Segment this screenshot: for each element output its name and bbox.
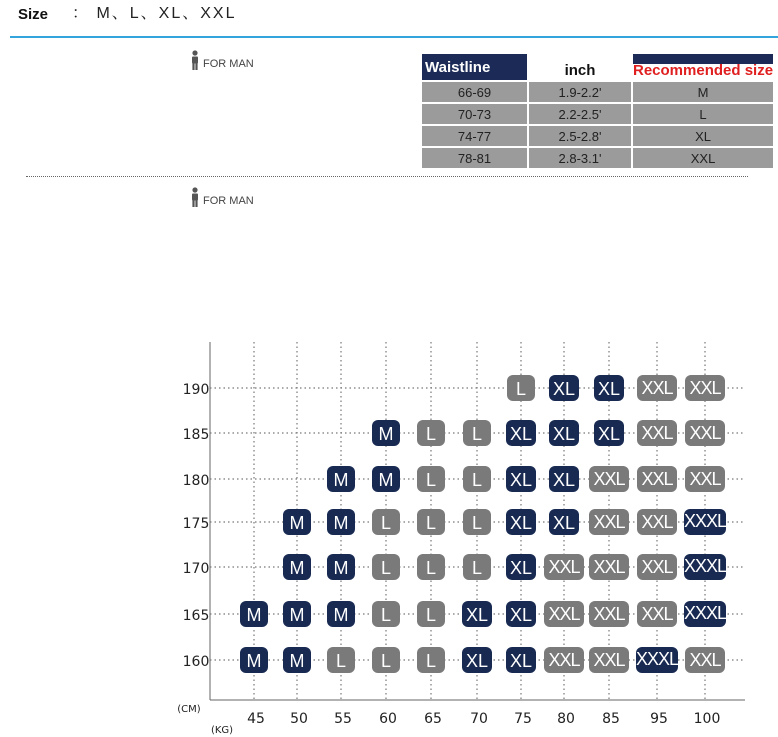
size-chip-label: XL xyxy=(509,469,533,490)
for-man-label: FOR MAN xyxy=(203,195,254,207)
inch-cell: 2.5-2.8' xyxy=(529,126,631,146)
size-chip-label: M xyxy=(246,650,262,671)
inch-cell: 2.8-3.1' xyxy=(529,148,631,168)
size-chip-label: XXXL xyxy=(635,649,679,670)
size-chip-label: XXL xyxy=(641,378,673,399)
size-chip-label: XXXL xyxy=(683,556,727,577)
size-chip-label: XL xyxy=(552,423,576,444)
size-chip-label: XXL xyxy=(641,557,673,578)
size-chip-label: XXL xyxy=(689,378,721,399)
size-chip-label: M xyxy=(333,512,349,533)
header-inch: inch xyxy=(529,54,631,80)
size-chip-label: L xyxy=(425,469,437,490)
x-tick-label: 55 xyxy=(334,711,352,727)
size-cell: XXL xyxy=(633,148,773,168)
y-tick-label: 190 xyxy=(182,382,210,398)
size-chip-label: M xyxy=(289,650,305,671)
size-chip-label: L xyxy=(380,557,392,578)
size-chip-label: XL xyxy=(597,423,621,444)
x-tick-label: 60 xyxy=(379,711,397,727)
size-chip-label: XXL xyxy=(593,650,625,671)
size-chip-label: XL xyxy=(552,469,576,490)
x-tick-label: 65 xyxy=(424,711,442,727)
size-chip-label: L xyxy=(471,512,483,533)
y-tick-label: 180 xyxy=(182,473,210,489)
x-tick-label: 80 xyxy=(557,711,575,727)
y-tick-label: 165 xyxy=(182,608,210,624)
size-chip-label: XXL xyxy=(641,423,673,444)
size-chip-label: L xyxy=(380,512,392,533)
size-chip-label: L xyxy=(471,557,483,578)
x-tick-label: 95 xyxy=(650,711,668,727)
size-chip-label: XXXL xyxy=(683,603,727,624)
size-chip-label: XXL xyxy=(593,512,625,533)
size-chip-label: M xyxy=(289,557,305,578)
size-label: Size xyxy=(18,6,49,23)
y-tick-label: 160 xyxy=(182,654,210,670)
size-chip-label: M xyxy=(333,604,349,625)
inch-cell: 1.9-2.2' xyxy=(529,82,631,102)
size-chip-label: XXL xyxy=(641,604,673,625)
size-chip-label: XL xyxy=(597,378,621,399)
size-chip-label: XXL xyxy=(689,469,721,490)
size-chip-label: M xyxy=(378,469,394,490)
size-chip-label: XL xyxy=(509,423,533,444)
size-chip-label: XL xyxy=(465,650,489,671)
y-unit-label: (CM) xyxy=(177,704,201,715)
y-tick-label: 185 xyxy=(182,427,210,443)
size-chip-label: L xyxy=(515,378,527,399)
size-chip-label: XXL xyxy=(593,557,625,578)
size-chip-label: M xyxy=(246,604,262,625)
inch-cell: 2.2-2.5' xyxy=(529,104,631,124)
size-chip-label: XXL xyxy=(689,423,721,444)
size-chip-label: M xyxy=(289,604,305,625)
waist-cell: 78-81 xyxy=(422,148,527,168)
size-chip-label: L xyxy=(425,423,437,444)
size-chip-label: L xyxy=(471,423,483,444)
size-chip-label: L xyxy=(380,604,392,625)
size-chip-label: L xyxy=(425,650,437,671)
x-tick-label: 85 xyxy=(602,711,620,727)
size-cell: XL xyxy=(633,126,773,146)
size-chip-label: XXL xyxy=(593,469,625,490)
size-cell: L xyxy=(633,104,773,124)
size-chip-label: XXL xyxy=(548,650,580,671)
waist-cell: 74-77 xyxy=(422,126,527,146)
size-chip-label: XL xyxy=(552,512,576,533)
x-tick-label: 50 xyxy=(290,711,308,727)
size-chip-label: XXL xyxy=(593,604,625,625)
size-chip-label: XL xyxy=(509,604,533,625)
header-recommended-size: Recommended size xyxy=(633,54,773,80)
size-chip-label: M xyxy=(333,469,349,490)
size-chip-label: XXXL xyxy=(683,511,727,532)
size-chip-label: XL xyxy=(509,557,533,578)
size-chip-label: L xyxy=(425,512,437,533)
x-tick-label: 75 xyxy=(514,711,532,727)
y-tick-label: 170 xyxy=(182,561,210,577)
size-chip-label: XXL xyxy=(641,469,673,490)
size-cell: M xyxy=(633,82,773,102)
size-values: ： M、L、XL、XXL xyxy=(72,5,237,22)
size-chip-label: L xyxy=(335,650,347,671)
size-chip-label: L xyxy=(380,650,392,671)
waist-cell: 70-73 xyxy=(422,104,527,124)
size-chip-label: L xyxy=(471,469,483,490)
size-chip-label: XXL xyxy=(641,512,673,533)
size-chip-label: M xyxy=(378,423,394,444)
x-tick-label: 100 xyxy=(693,711,721,727)
size-chip-label: XL xyxy=(465,604,489,625)
size-chip-label: L xyxy=(425,604,437,625)
size-chip-label: M xyxy=(333,557,349,578)
size-chip-label: L xyxy=(425,557,437,578)
size-chip-label: XXL xyxy=(548,604,580,625)
size-chip-label: M xyxy=(289,512,305,533)
size-chip-label: XL xyxy=(509,650,533,671)
x-unit-label: (KG) xyxy=(210,725,234,736)
y-tick-label: 175 xyxy=(182,516,210,532)
size-chip-label: XXL xyxy=(548,557,580,578)
size-chip-label: XL xyxy=(509,512,533,533)
for-man-label: FOR MAN xyxy=(203,58,254,70)
header-waistline: Waistline xyxy=(422,54,527,80)
size-chip-label: XL xyxy=(552,378,576,399)
x-tick-label: 45 xyxy=(247,711,265,727)
waist-cell: 66-69 xyxy=(422,82,527,102)
size-chip-label: XXL xyxy=(689,650,721,671)
x-tick-label: 70 xyxy=(470,711,488,727)
